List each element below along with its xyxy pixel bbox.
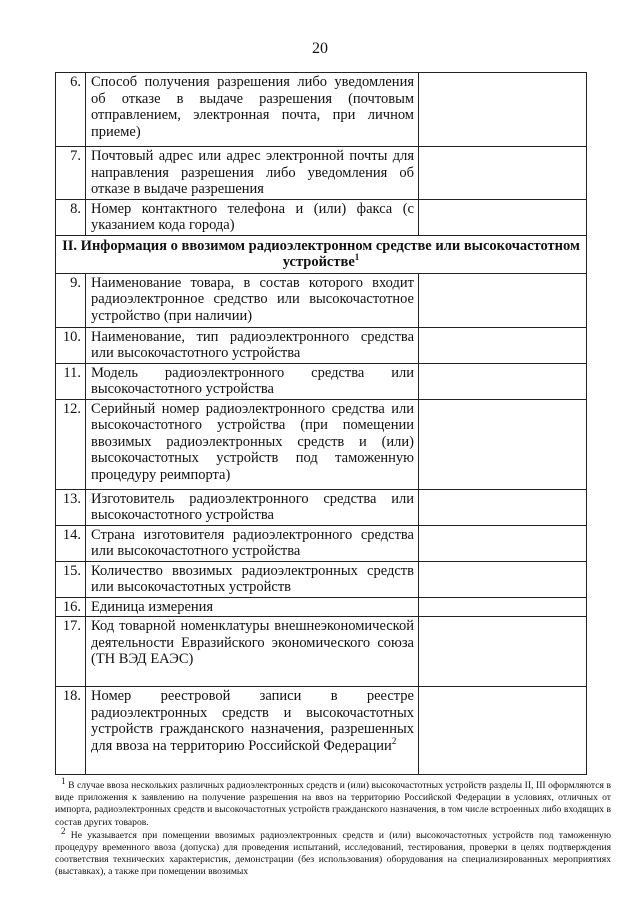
table-row	[56, 687, 587, 775]
footnotes	[55, 775, 611, 880]
section-title: II. Информация о ввозимом радиоэлектронном средстве или высокочастотном устройстве$^1$	[56, 235, 587, 273]
table-row	[56, 199, 587, 235]
row-number: 15.	[56, 561, 86, 597]
value-cell[interactable]	[419, 273, 587, 327]
footnote-mark: 1	[354, 252, 360, 263]
value-cell[interactable]	[419, 199, 587, 235]
footnote-mark: 2	[61, 825, 66, 836]
table-row	[56, 489, 587, 525]
table-row	[56, 273, 587, 327]
row-label: Единица измерения	[86, 597, 419, 617]
value-cell[interactable]	[419, 147, 587, 200]
row-number: 13.	[56, 489, 86, 525]
value-cell[interactable]	[419, 597, 587, 617]
row-number: 14.	[56, 525, 86, 561]
row-number: 16.	[56, 597, 86, 617]
table-row	[56, 617, 587, 687]
footnote: $^1$ В случае ввоза нескольких различных радиоэлектронных средств и (или) высокочастотных устройств разделы II, III оформляются в виде приложения к заявлению на получение разрешения на ввоз на территорию Российской Федерации в условиях, отличных от импорта, радиоэлектронных средств и высокочастотных устройств гражданского назначения, в том числе встроенных либо входящих в состав других товаров.	[55, 775, 611, 828]
value-cell[interactable]	[419, 617, 587, 687]
row-label: Серийный номер радиоэлектронного средства или высокочастотного устройства (при помещении ввозимых радиоэлектронных средств и (или) высокочастотных устройств под таможенную процедуру реимпорта)	[86, 399, 419, 489]
footnote-mark: 2	[391, 735, 397, 746]
table-row	[56, 561, 587, 597]
table-row	[56, 597, 587, 617]
row-label: Страна изготовителя радиоэлектронного средства или высокочастотного устройства	[86, 525, 419, 561]
table-row	[56, 399, 587, 489]
footnote-separator	[55, 774, 215, 775]
value-cell[interactable]	[419, 399, 587, 489]
row-number: 9.	[56, 273, 86, 327]
table-row	[56, 327, 587, 363]
row-label: Количество ввозимых радиоэлектронных средств или высокочастотных устройств	[86, 561, 419, 597]
row-label: Наименование, тип радиоэлектронного средства или высокочастотного устройства	[86, 327, 419, 363]
row-label: Номер реестровой записи в реестре радиоэлектронных средств и высокочастотных устройств гражданского назначения, разрешенных для ввоза на территорию Российской Федерации$^2$	[86, 687, 419, 775]
table-row	[56, 525, 587, 561]
table-row	[56, 73, 587, 147]
row-number: 17.	[56, 617, 86, 687]
row-label: Наименование товара, в состав которого входит радиоэлектронное средство или высокочастотное устройство (при наличии)	[86, 273, 419, 327]
value-cell[interactable]	[419, 489, 587, 525]
row-label: Модель радиоэлектронного средства или высокочастотного устройства	[86, 363, 419, 399]
table-row	[56, 363, 587, 399]
row-label: Почтовый адрес или адрес электронной почты для направления разрешения либо уведомления об отказе в выдаче разрешения	[86, 147, 419, 200]
row-label: Способ получения разрешения либо уведомления об отказе в выдаче разрешения (почтовым отправлением, электронная почта, при личном приеме)	[86, 73, 419, 147]
row-number: 18.	[56, 687, 86, 775]
application-form-table	[55, 72, 587, 775]
row-number: 11.	[56, 363, 86, 399]
table-row	[56, 147, 587, 200]
value-cell[interactable]	[419, 561, 587, 597]
row-number: 6.	[56, 73, 86, 147]
footnote: $^2$ Не указывается при помещении ввозимых радиоэлектронных средств и (или) высокочастотных устройств под таможенную процедуру временного ввоза (допуска) для проведения испытаний, исследований, тестирования, проверки в целях подтверждения соответствия технических характеристик, демонстрации (без использования) оборудования на специализированных мероприятиях (выставках), а также при помещении ввозимых	[55, 825, 611, 878]
footnote-mark: 1	[61, 775, 66, 786]
value-cell[interactable]	[419, 363, 587, 399]
row-label: Изготовитель радиоэлектронного средства или высокочастотного устройства	[86, 489, 419, 525]
value-cell[interactable]	[419, 525, 587, 561]
value-cell[interactable]	[419, 327, 587, 363]
row-label: Номер контактного телефона и (или) факса (с указанием кода города)	[86, 199, 419, 235]
row-label: Код товарной номенклатуры внешнеэкономической деятельности Евразийского экономического союза (ТН ВЭД ЕАЭС)	[86, 617, 419, 687]
row-number: 7.	[56, 147, 86, 200]
row-number: 12.	[56, 399, 86, 489]
section-header	[56, 235, 587, 273]
row-number: 8.	[56, 199, 86, 235]
value-cell[interactable]	[419, 73, 587, 147]
page-number: 20	[312, 40, 328, 57]
value-cell[interactable]	[419, 687, 587, 775]
row-number: 10.	[56, 327, 86, 363]
